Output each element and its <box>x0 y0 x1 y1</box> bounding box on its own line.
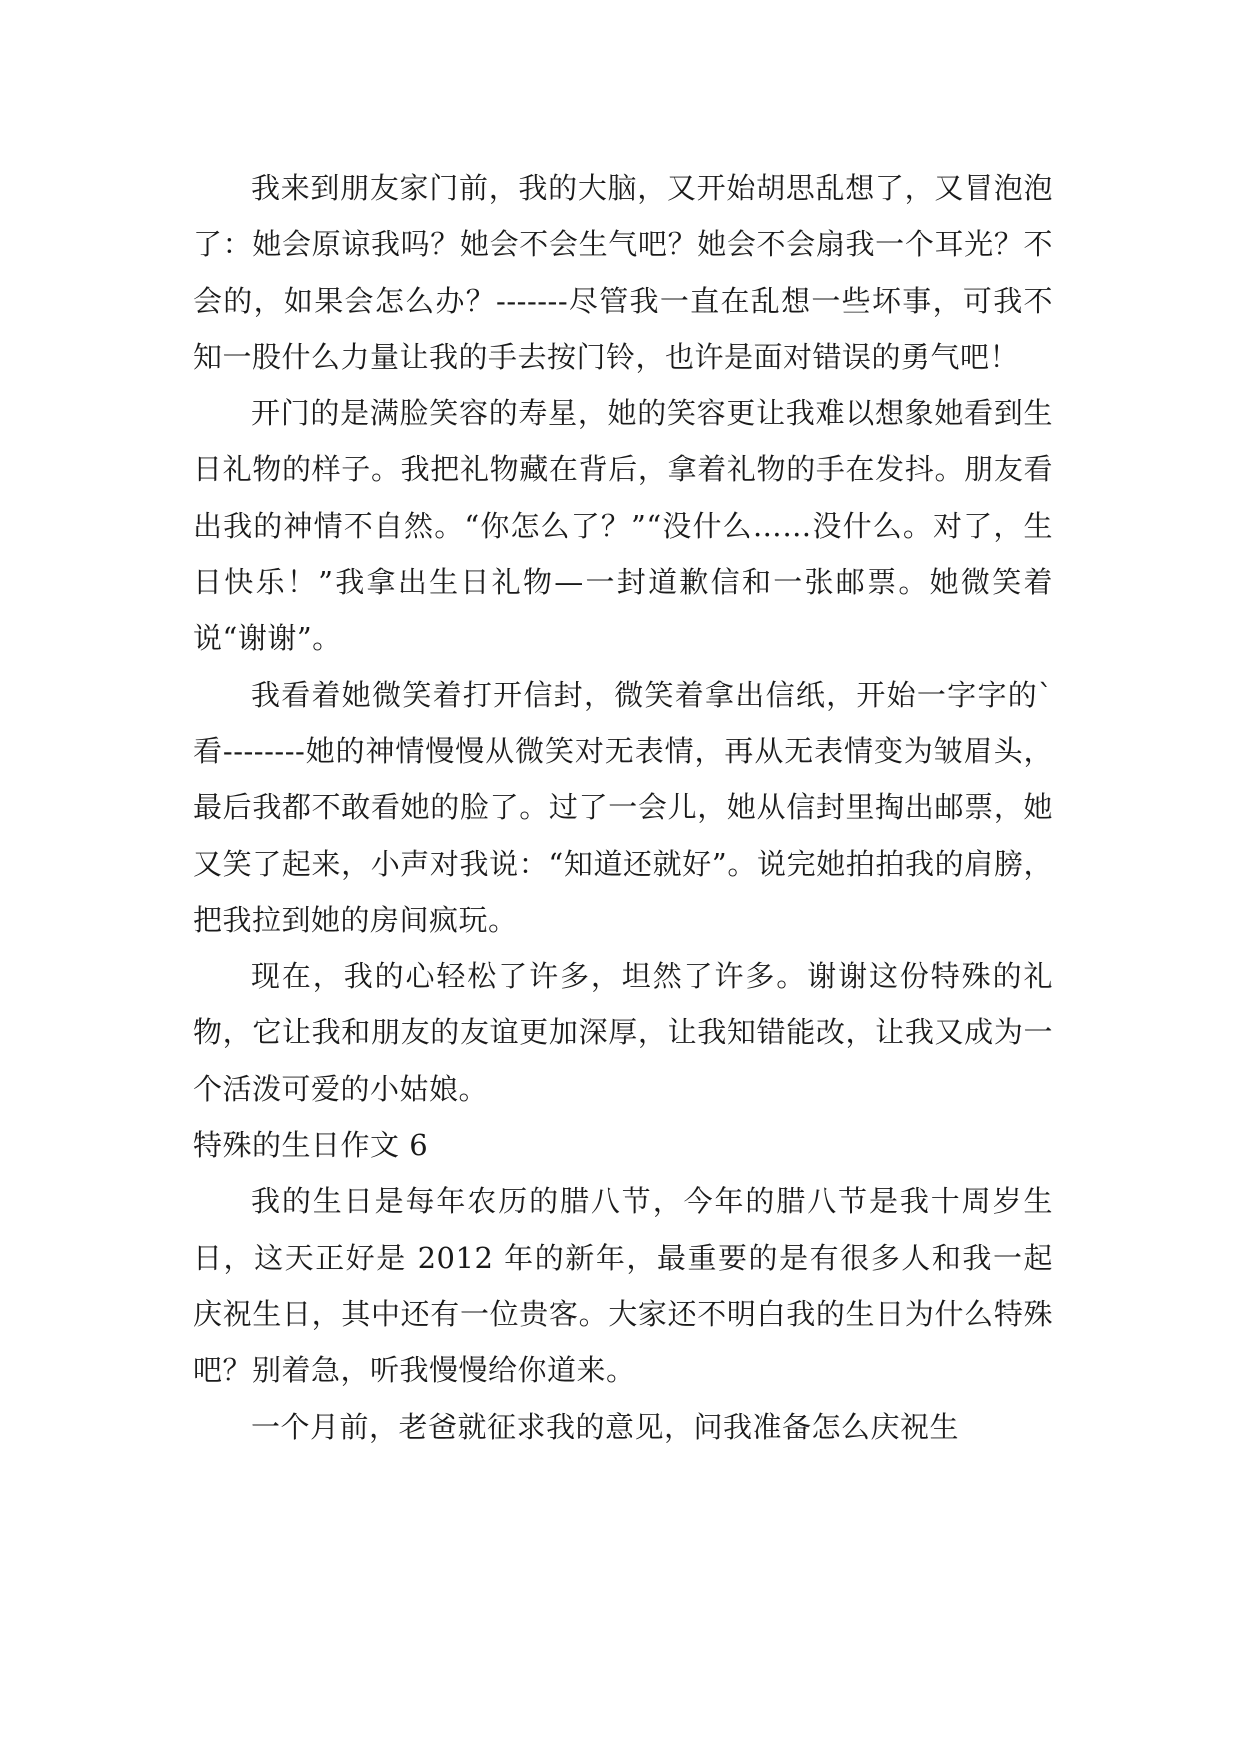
paragraph-month-before: 一个月前，老爸就征求我的意见，问我准备怎么庆祝生 <box>251 1409 960 1444</box>
section-heading: 特殊的生日作文 6 <box>193 1128 429 1163</box>
paragraph-birthday-girl: 开门的是满脸笑容的寿星，她的笑容更让我难以想象她看到生日礼物的样子。我把礼物藏在背后，拿着礼物的手在发抖。朋友看出我的神情不自然。“你怎么了？”“没什么……没什么。对了，生日快乐！”我拿出生日礼物—一封道歉信和一张邮票。她微笑着说“谢谢”。 <box>193 396 1053 656</box>
paragraph-laba-birthday: 我的生日是每年农历的腊八节，今年的腊八节是我十周岁生日，这天正好是 2012 年的新年，最重要的是有很多人和我一起庆祝生日，其中还有一位贵客。大家还不明白我的生日为什么特殊吧？别着急，听我慢慢给你道来。 <box>193 1184 1053 1388</box>
document-body <box>193 160 1053 1455</box>
paragraph-conclusion: 现在，我的心轻松了许多，坦然了许多。谢谢这份特殊的礼物，它让我和朋友的友谊更加深厚，让我知错能改，让我又成为一个活泼可爱的小姑娘。 <box>193 959 1053 1106</box>
paragraph-at-door: 我来到朋友家门前，我的大脑，又开始胡思乱想了，又冒泡泡了：她会原谅我吗？她会不会生气吧？她会不会扇我一个耳光？不会的，如果会怎么办？-------尽管我一直在乱想一些坏事，可我不知一股什么力量让我的手去按门铃，也许是面对错误的勇气吧！ <box>193 171 1053 374</box>
paragraph-reading-letter: 我看着她微笑着打开信封，微笑着拿出信纸，开始一字字的`看--------她的神情慢慢从微笑对无表情，再从无表情变为皱眉头，最后我都不敢看她的脸了。过了一会儿，她从信封里掏出邮票，她又笑了起来，小声对我说：“知道还就好”。说完她拍拍我的肩膀，把我拉到她的房间疯玩。 <box>193 677 1053 937</box>
